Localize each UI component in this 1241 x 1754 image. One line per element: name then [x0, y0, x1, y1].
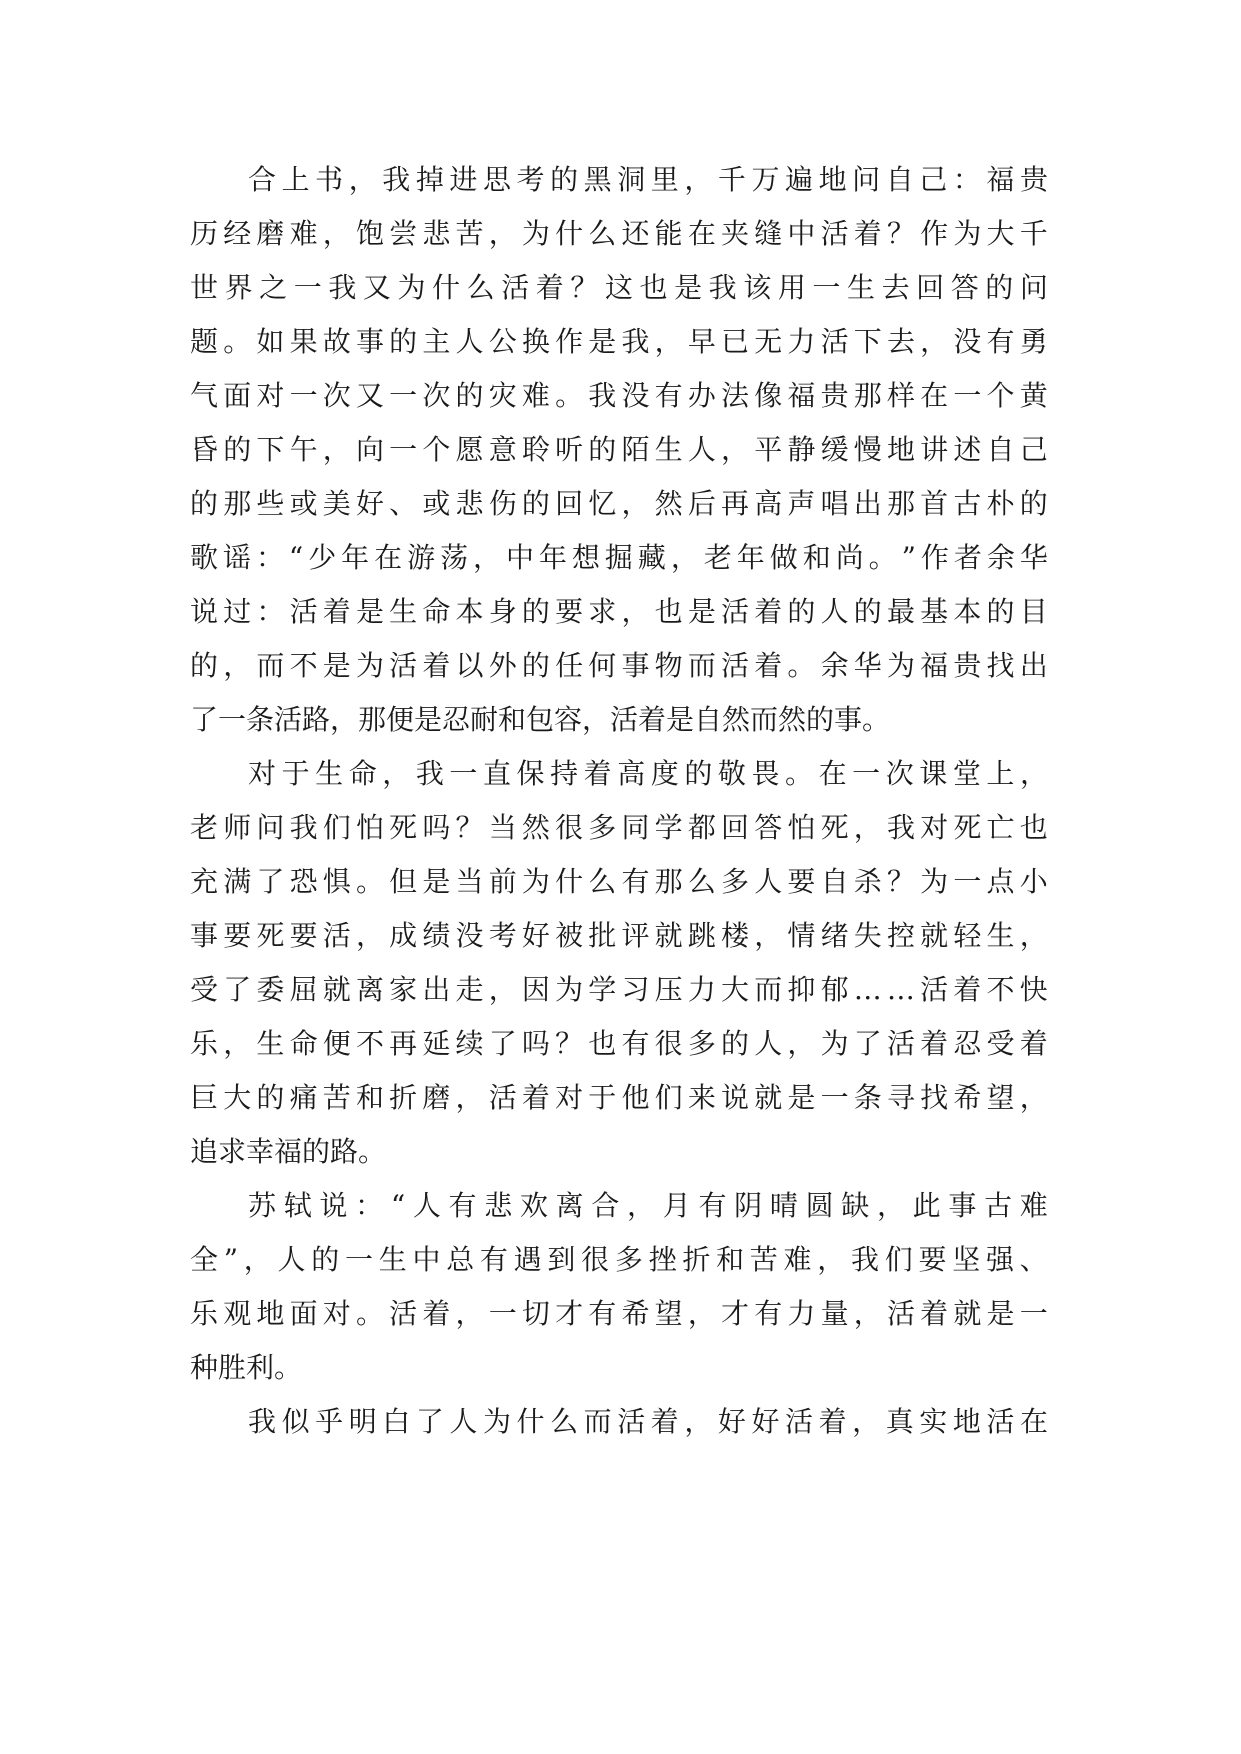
text-line: 历 经 磨 难 ， 饱 尝 悲 苦 ， 为 什 么 还 能 在 夹 缝 中 活 着 ？ 作 为 大 千 — [190, 217, 1048, 250]
text-line: 我 似 乎 明 白 了 人 为 什 么 而 活 着 ， 好 好 活 着 ， 真 实 地 活 在 — [248, 1405, 1048, 1438]
text-line: 乐 观 地 面 对 。 活 着 ， 一 切 才 有 希 望 ， 才 有 力 量 ， 活 着 就 是 一 — [190, 1297, 1048, 1330]
text-line: 老 师 问 我 们 怕 死 吗 ？ 当 然 很 多 同 学 都 回 答 怕 死 ， 我 对 死 亡 也 — [190, 811, 1048, 844]
text-line: 的 ， 而 不 是 为 活 着 以 外 的 任 何 事 物 而 活 着 。 余 华 为 福 贵 找 出 — [190, 649, 1048, 682]
text-line: 受 了 委 屈 就 离 家 出 走 ， 因 为 学 习 压 力 大 而 抑 郁 … … 活 着 不 快 — [190, 973, 1048, 1006]
text-line: 歌 谣 ： “ 少 年 在 游 荡 ， 中 年 想 掘 藏 ， 老 年 做 和 尚 。 ” 作 者 余 华 — [190, 541, 1048, 574]
text-line: 对 于 生 命 ， 我 一 直 保 持 着 高 度 的 敬 畏 。 在 一 次 课 堂 上 ， — [248, 757, 1048, 790]
text-line: 苏 轼 说 ： “ 人 有 悲 欢 离 合 ， 月 有 阴 晴 圆 缺 ， 此 事 古 难 — [248, 1189, 1048, 1222]
text-line: 巨 大 的 痛 苦 和 折 磨 ， 活 着 对 于 他 们 来 说 就 是 一 条 寻 找 希 望 ， — [190, 1081, 1048, 1114]
text-line: 全 ” ， 人 的 一 生 中 总 有 遇 到 很 多 挫 折 和 苦 难 ， 我 们 要 坚 强 、 — [190, 1243, 1048, 1276]
text-line: 种胜利。 — [190, 1351, 303, 1384]
text-line: 世 界 之 一 我 又 为 什 么 活 着 ？ 这 也 是 我 该 用 一 生 去 回 答 的 问 — [190, 271, 1048, 304]
text-line: 事 要 死 要 活 ， 成 绩 没 考 好 被 批 评 就 跳 楼 ， 情 绪 失 控 就 轻 生 ， — [190, 919, 1048, 952]
text-line: 题 。 如 果 故 事 的 主 人 公 换 作 是 我 ， 早 已 无 力 活 下 去 ， 没 有 勇 — [190, 325, 1048, 358]
text-line: 了一条活路，那便是忍耐和包容，活着是自然而然的事。 — [190, 703, 891, 736]
text-line: 追求幸福的路。 — [190, 1135, 387, 1168]
text-line: 昏 的 下 午 ， 向 一 个 愿 意 聆 听 的 陌 生 人 ， 平 静 缓 慢 地 讲 述 自 己 — [190, 433, 1048, 466]
text-line: 的 那 些 或 美 好 、 或 悲 伤 的 回 忆 ， 然 后 再 高 声 唱 出 那 首 古 朴 的 — [190, 487, 1048, 520]
text-line: 气 面 对 一 次 又 一 次 的 灾 难 。 我 没 有 办 法 像 福 贵 那 样 在 一 个 黄 — [190, 379, 1048, 412]
text-line: 合 上 书 ， 我 掉 进 思 考 的 黑 洞 里 ， 千 万 遍 地 问 自 己 ： 福 贵 — [248, 163, 1048, 196]
text-line: 说 过 ： 活 着 是 生 命 本 身 的 要 求 ， 也 是 活 着 的 人 的 最 基 本 的 目 — [190, 595, 1048, 628]
text-line: 乐 ， 生 命 便 不 再 延 续 了 吗 ？ 也 有 很 多 的 人 ， 为 了 活 着 忍 受 着 — [190, 1027, 1048, 1060]
text-line: 充 满 了 恐 惧 。 但 是 当 前 为 什 么 有 那 么 多 人 要 自 杀 ？ 为 一 点 小 — [190, 865, 1048, 898]
